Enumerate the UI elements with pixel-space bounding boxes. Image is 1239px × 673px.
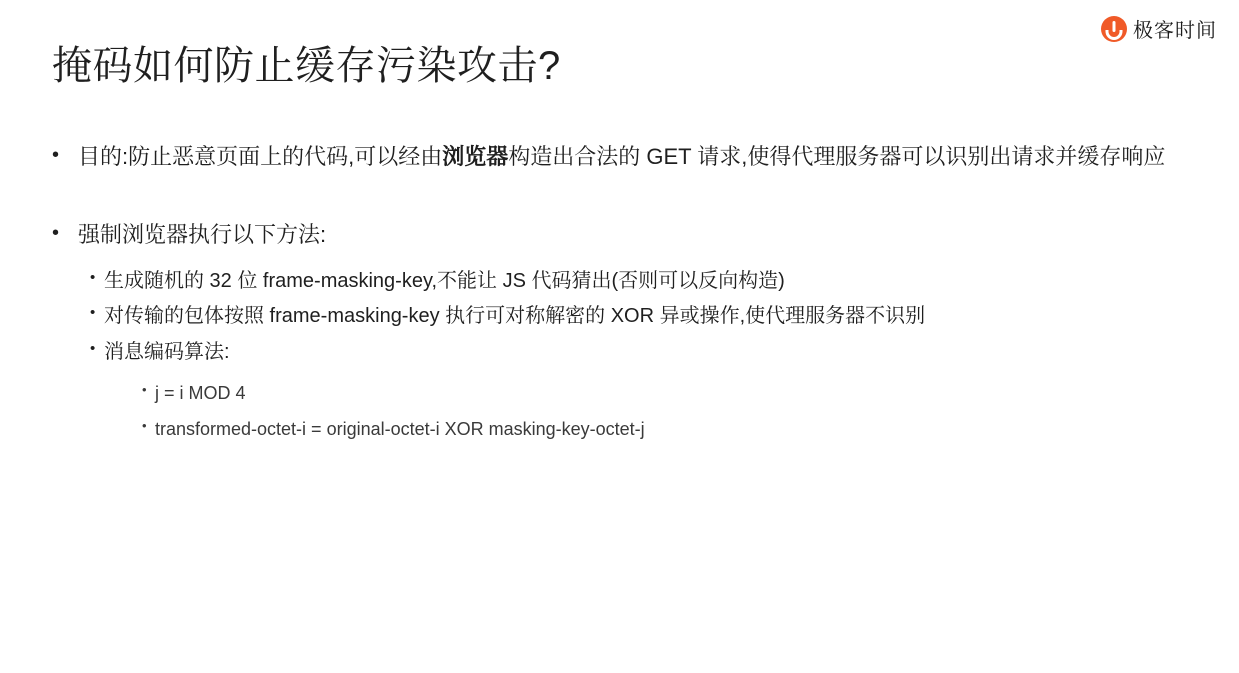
spacer <box>52 176 1182 216</box>
list-item <box>90 335 1182 371</box>
bullet-marker: • <box>90 304 96 322</box>
bullet-item-purpose <box>52 138 1182 176</box>
slide-body <box>52 138 1182 447</box>
list-item-text: 对传输的包体按照 frame-masking-key 执行可对称解密的 XOR 异或操作,使代理服务器不识别 <box>104 305 926 328</box>
brand-name: 极客时间 <box>1133 20 1217 42</box>
bullet-marker: • <box>142 417 147 433</box>
bullet-marker: • <box>52 221 60 244</box>
sub-bullet-list <box>90 264 1182 447</box>
bullet-marker: • <box>52 144 60 166</box>
list-item-text: 消息编码算法: <box>104 340 230 363</box>
list-item <box>142 412 1182 447</box>
brand-logo <box>1101 14 1217 43</box>
list-item <box>90 264 1182 300</box>
bullet-marker: • <box>142 382 147 398</box>
bullet-text-after: 构造出合法的 GET 请求,使得代理服务器可以识别出请求并缓存响应 <box>508 144 1166 169</box>
bullet-item-methods <box>52 216 1182 254</box>
algorithm-step-list <box>142 376 1182 446</box>
bullet-text-before: 目的:防止恶意页面上的代码,可以经由 <box>78 144 443 169</box>
list-item-text: j = i MOD 4 <box>155 383 246 404</box>
bullet-marker: • <box>90 339 96 357</box>
bullet-text <box>78 138 1182 176</box>
page-title: 掩码如何防止缓存污染攻击? <box>52 44 561 88</box>
bullet-marker: • <box>90 268 96 286</box>
list-item <box>90 299 1182 335</box>
list-item-text: 生成随机的 32 位 frame-masking-key,不能让 JS 代码猜出(否则可以反向构造) <box>104 269 785 292</box>
list-item-text: transformed-octet-i = original-octet-i XOR masking-key-octet-j <box>155 418 645 439</box>
geekbang-logo-icon <box>1101 16 1127 42</box>
list-item <box>142 376 1182 411</box>
bullet-text: 强制浏览器执行以下方法: <box>78 221 327 247</box>
bullet-text-emphasis: 浏览器 <box>442 144 509 169</box>
